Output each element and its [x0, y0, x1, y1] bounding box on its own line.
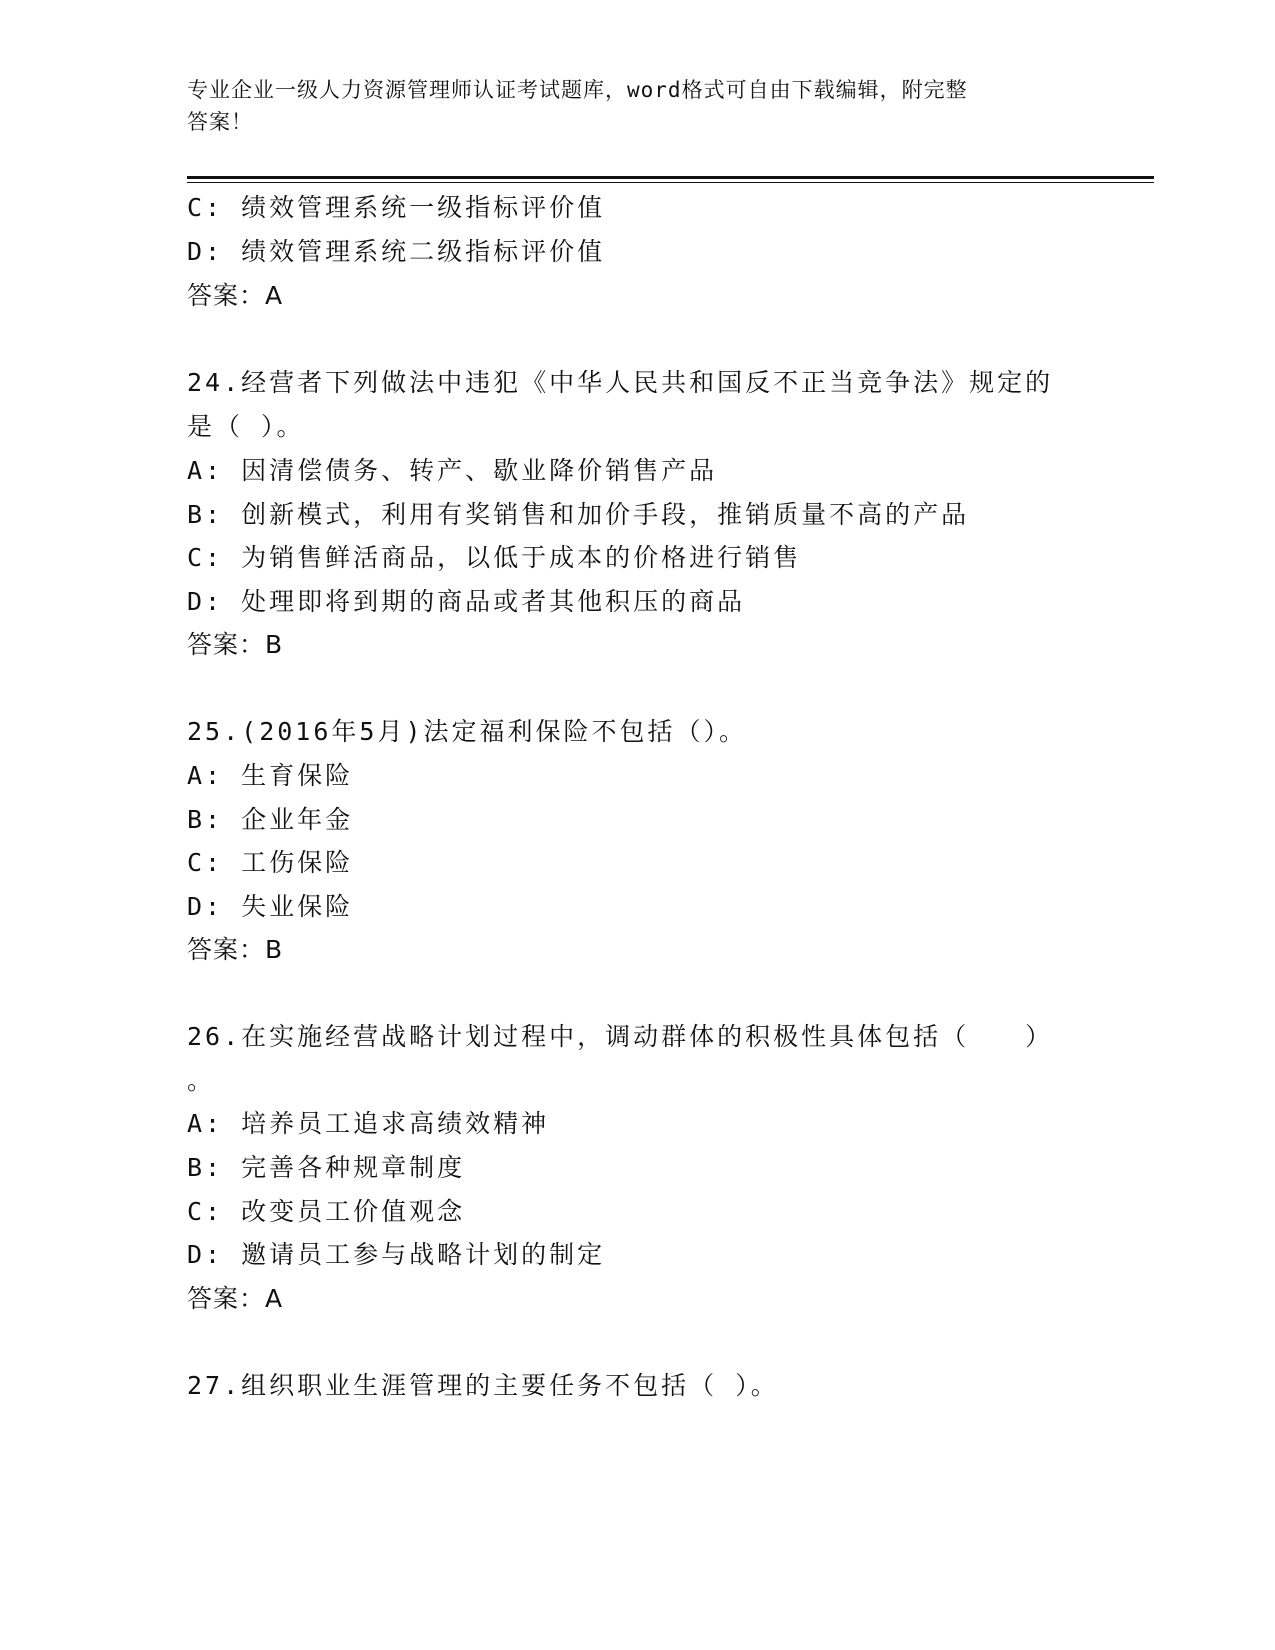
question-26-stem-line-1: 26.在实施经营战略计划过程中，调动群体的积极性具体包括（ ）: [187, 1022, 1054, 1051]
question-25-answer: 答案：B: [187, 935, 284, 964]
question-27-stem: 27.组织职业生涯管理的主要任务不包括（ ）。: [187, 1371, 779, 1400]
question-25-option-c: C: 工伤保险: [187, 848, 354, 877]
question-25-stem: 25.(2016年5月)法定福利保险不包括（）。: [187, 717, 748, 746]
question-25-option-d: D: 失业保险: [187, 892, 354, 921]
header-line-2: 答案！: [187, 110, 253, 134]
question-26-option-a: A: 培养员工追求高绩效精神: [187, 1109, 550, 1138]
question-26-answer: 答案：A: [187, 1284, 284, 1313]
question-25-option-b: B: 企业年金: [187, 805, 354, 834]
question-24-stem-line-1: 24.经营者下列做法中违犯《中华人民共和国反不正当竞争法》规定的: [187, 368, 1054, 397]
header-divider-thick: [187, 176, 1154, 179]
question-24-option-d: D: 处理即将到期的商品或者其他积压的商品: [187, 587, 746, 616]
header-divider-thin: [187, 182, 1154, 183]
question-24-option-b: B: 创新模式，利用有奖销售和加价手段，推销质量不高的产品: [187, 500, 970, 529]
page-header: [187, 74, 1087, 138]
question-23-answer: 答案：A: [187, 281, 284, 310]
question-26-option-b: B: 完善各种规章制度: [187, 1153, 466, 1182]
header-line-1: 专业企业一级人力资源管理师认证考试题库，word格式可自由下载编辑，附完整: [187, 78, 968, 102]
question-26-option-d: D: 邀请员工参与战略计划的制定: [187, 1240, 606, 1269]
question-24-stem-line-2: 是（ ）。: [187, 412, 305, 441]
question-23-option-c: C: 绩效管理系统一级指标评价值: [187, 193, 606, 222]
question-26-option-c: C: 改变员工价值观念: [187, 1197, 466, 1226]
question-24-option-c: C: 为销售鲜活商品，以低于成本的价格进行销售: [187, 543, 802, 572]
question-24-option-a: A: 因清偿债务、转产、歇业降价销售产品: [187, 456, 718, 485]
question-25-option-a: A: 生育保险: [187, 761, 354, 790]
question-23-option-d: D: 绩效管理系统二级指标评价值: [187, 237, 606, 266]
question-26-stem-line-2: 。: [187, 1066, 216, 1095]
question-24-answer: 答案：B: [187, 630, 284, 659]
